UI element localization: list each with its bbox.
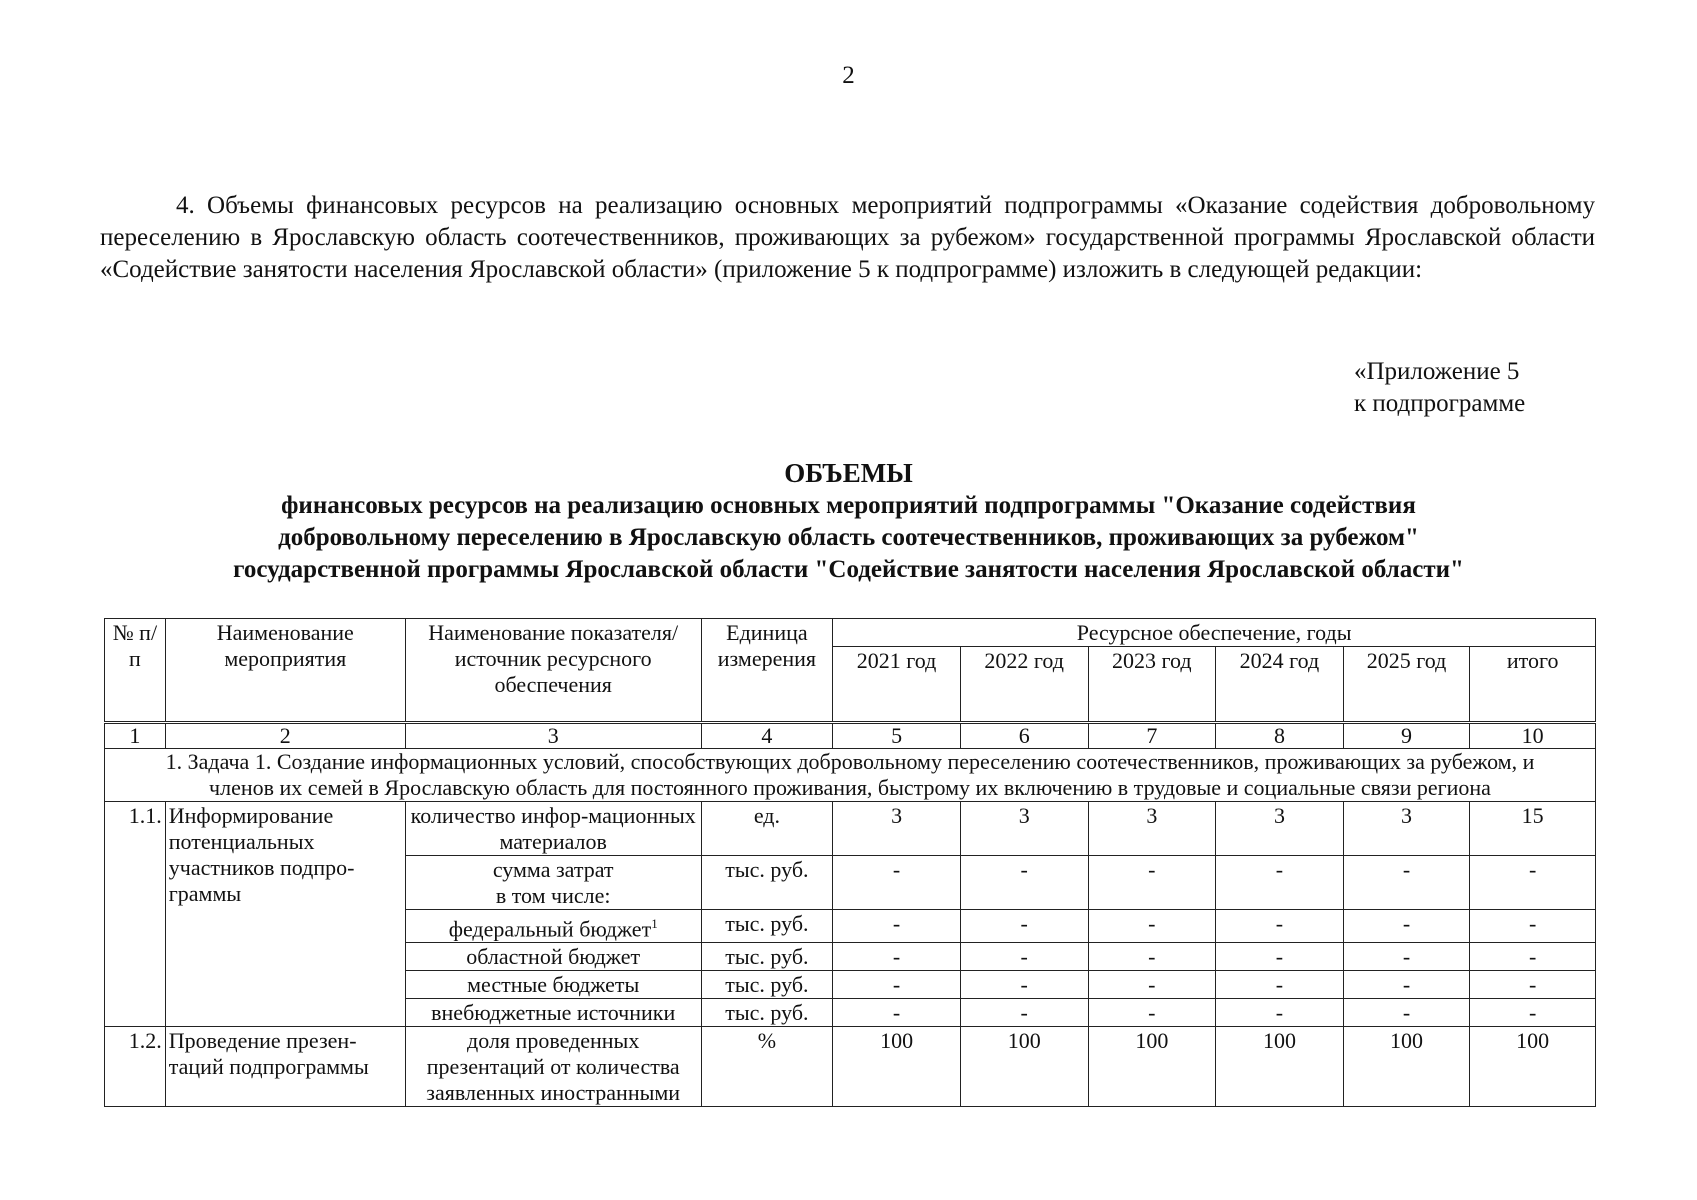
value-cell: 100 <box>1470 1027 1596 1107</box>
value-cell: - <box>1343 943 1470 971</box>
footnote-mark: 1 <box>651 916 658 931</box>
header-year: 2021 год <box>833 647 961 723</box>
value-cell: - <box>1216 910 1344 943</box>
value-cell: - <box>1470 856 1596 910</box>
value-cell: - <box>960 943 1088 971</box>
intro-paragraph: 4. Объемы финансовых ресурсов на реализацию основных мероприятий подпрограммы «Оказание содействия добровольному переселению в Ярославскую область соотечественников, проживающих за рубежом» государственной программы Ярославской области «Содействие занятости населения Ярославской области» (приложение 5 к подпрограмме) изложить в следующей редакции: <box>100 192 1595 283</box>
value-cell: - <box>1343 999 1470 1027</box>
column-number: 10 <box>1470 723 1596 749</box>
indicator-name <box>405 856 701 910</box>
column-number: 1 <box>105 723 166 749</box>
value-cell: - <box>1470 999 1596 1027</box>
row-number: 1.2. <box>105 1027 166 1107</box>
column-number-row <box>105 723 1596 749</box>
header-total: итого <box>1470 647 1596 723</box>
unit-cell: ед. <box>701 802 833 856</box>
header-num: № п/п <box>105 619 166 723</box>
column-number: 7 <box>1088 723 1216 749</box>
column-number: 8 <box>1216 723 1344 749</box>
header-year: 2023 год <box>1088 647 1216 723</box>
value-cell: - <box>1216 943 1344 971</box>
value-cell: - <box>833 999 961 1027</box>
value-cell: - <box>833 943 961 971</box>
task-row <box>105 749 1596 802</box>
value-cell: - <box>1343 910 1470 943</box>
header-event: Наименование мероприятия <box>165 619 405 723</box>
value-cell: 100 <box>1216 1027 1344 1107</box>
value-cell: - <box>960 910 1088 943</box>
value-cell: - <box>1470 971 1596 999</box>
indicator-name: количество инфор-мационных материалов <box>405 802 701 856</box>
value-cell: 100 <box>960 1027 1088 1107</box>
value-cell: 3 <box>833 802 961 856</box>
table-row <box>105 1027 1596 1107</box>
event-name: Информирование потенциальных участников подпро-граммы <box>165 802 405 1027</box>
value-cell: - <box>1216 971 1344 999</box>
value-cell: - <box>1470 943 1596 971</box>
title-line-3: государственной программы Ярославской области "Содействие занятости населения Ярославской области" <box>233 556 1464 583</box>
costs-label-line-1: сумма затрат <box>492 857 614 882</box>
indicator-name: местные бюджеты <box>405 971 701 999</box>
unit-cell: тыс. руб. <box>701 971 833 999</box>
unit-cell: тыс. руб. <box>701 999 833 1027</box>
indicator-name <box>405 910 701 943</box>
value-cell: 100 <box>1088 1027 1216 1107</box>
costs-label-line-2: в том числе: <box>495 883 611 908</box>
title-line-1: финансовых ресурсов на реализацию основных мероприятий подпрограммы "Оказание содействия <box>281 492 1416 519</box>
header-year: 2022 год <box>960 647 1088 723</box>
value-cell: - <box>833 856 961 910</box>
value-cell: - <box>1470 910 1596 943</box>
column-number: 4 <box>701 723 833 749</box>
indicator-name: внебюджетные источники <box>405 999 701 1027</box>
source-label: федеральный бюджет <box>448 916 652 942</box>
header-unit: Единица измерения <box>701 619 833 723</box>
value-cell: - <box>1216 999 1344 1027</box>
table-row <box>105 802 1596 856</box>
column-number: 3 <box>405 723 701 749</box>
table-header-row <box>105 619 1596 647</box>
value-cell: - <box>1088 971 1216 999</box>
header-year: 2025 год <box>1343 647 1470 723</box>
value-cell: - <box>1088 943 1216 971</box>
value-cell: - <box>1088 856 1216 910</box>
appendix-line-2: к подпрограмме <box>1354 390 1526 417</box>
value-cell: - <box>1216 856 1344 910</box>
value-cell: 100 <box>1343 1027 1470 1107</box>
value-cell: 100 <box>833 1027 961 1107</box>
value-cell: - <box>833 910 961 943</box>
value-cell: - <box>1088 910 1216 943</box>
title-main: ОБЪЕМЫ <box>784 458 913 488</box>
value-cell: 3 <box>1088 802 1216 856</box>
appendix-line-1: «Приложение 5 <box>1354 358 1520 385</box>
header-year: 2024 год <box>1216 647 1344 723</box>
title-line-2: добровольному переселению в Ярославскую область соотечественников, проживающих за рубежом" <box>278 524 1419 551</box>
header-resources: Ресурсное обеспечение, годы <box>833 619 1596 647</box>
column-number: 5 <box>833 723 961 749</box>
row-number: 1.1. <box>105 802 166 1027</box>
indicator-name: областной бюджет <box>405 943 701 971</box>
column-number: 6 <box>960 723 1088 749</box>
value-cell: - <box>833 971 961 999</box>
value-cell: - <box>960 971 1088 999</box>
column-number: 9 <box>1343 723 1470 749</box>
unit-cell: тыс. руб. <box>701 856 833 910</box>
task-description: 1. Задача 1. Создание информационных условий, способствующих добровольному переселению соотечественников, проживающих за рубежом, и членов их семей в Ярославскую область для постоянного проживания, быстрому их включению в трудовые и социальные связи региона <box>105 749 1596 802</box>
header-indicator: Наименование показателя/ источник ресурсного обеспечения <box>405 619 701 723</box>
document-title <box>60 456 1637 586</box>
appendix-label <box>1354 356 1525 420</box>
value-cell: - <box>1343 971 1470 999</box>
unit-cell: тыс. руб. <box>701 943 833 971</box>
value-cell: - <box>960 999 1088 1027</box>
unit-cell: % <box>701 1027 833 1107</box>
value-cell: - <box>960 856 1088 910</box>
value-cell: 3 <box>1216 802 1344 856</box>
value-cell: - <box>1088 999 1216 1027</box>
value-cell: - <box>1343 856 1470 910</box>
unit-cell: тыс. руб. <box>701 910 833 943</box>
column-number: 2 <box>165 723 405 749</box>
page-number: 2 <box>842 62 855 89</box>
value-cell: 15 <box>1470 802 1596 856</box>
indicator-name: доля проведенных презентаций от количества заявленных иностранными <box>405 1027 701 1107</box>
resources-table <box>104 618 1596 1107</box>
value-cell: 3 <box>960 802 1088 856</box>
event-name: Проведение презен-таций подпрограммы <box>165 1027 405 1107</box>
value-cell: 3 <box>1343 802 1470 856</box>
